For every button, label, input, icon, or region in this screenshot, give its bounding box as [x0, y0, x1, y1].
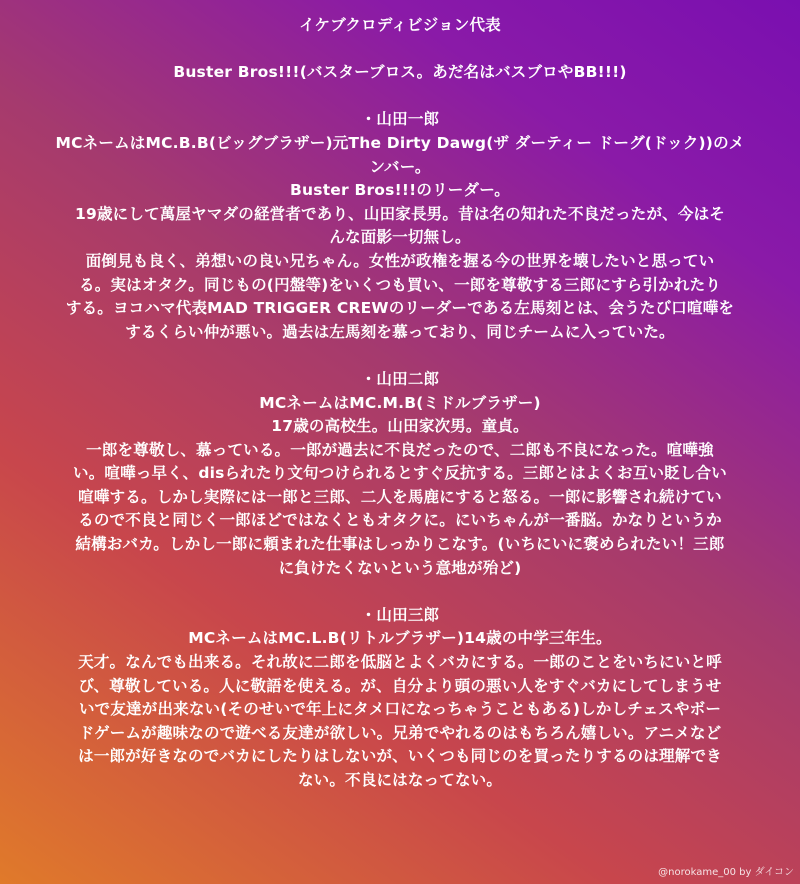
saburo-heading: ・山田三郎 [360, 605, 440, 624]
ichiro-line: 面倒見も良く、弟想いの良い兄ちゃん。女性が政権を握る今の世界を壊したいと思ってい [85, 251, 715, 270]
ichiro-line: する。ヨコハマ代表MAD TRIGGER CREWのリーダーである左馬刻とは、会うたび口喧嘩を [65, 299, 735, 318]
page-title: イケブクロディビジョン代表 [299, 16, 501, 34]
jiro-line: 一郎を尊敬し、慕っている。一郎が過去に不良だったので、二郎も不良になった。喧嘩強 [86, 440, 714, 459]
ichiro-line: んな面影一切無し。 [329, 228, 471, 247]
jiro-line: るので不良と同じく一郎ほどではなくともオタクに。にいちゃんが一番脳。かなりというか [78, 511, 722, 530]
ichiro-line: 19歳にして萬屋ヤマダの経営者であり、山田家長男。昔は名の知れた不良だったが、今はそ [75, 204, 725, 223]
jiro-line: 結構おバカ。しかし一郎に頼まれた仕事はしっかりこなす。(いちにいに褒められたい！三郎 [75, 535, 725, 554]
saburo-line: ない。不良にはなってない。 [297, 771, 503, 789]
ichiro-line: MCネームはMC.B.B(ビッグブラザー)元The Dirty Dawg(ザ ダーティー ドーグ(ドック))のメ [55, 133, 745, 152]
ichiro-heading: ・山田一郎 [360, 110, 440, 129]
jiro-line: に負けたくないという意地が殆ど) [278, 558, 522, 577]
spacer [10, 38, 790, 62]
jiro-line: 喧嘩する。しかし実際には一郎と三郎、二人を馬鹿にすると怒る。一郎に影響され続けてい [78, 487, 722, 506]
jiro-line: 17歳の高校生。山田家次男。童貞。 [271, 417, 529, 436]
jiro-heading: ・山田二郎 [360, 369, 440, 388]
ichiro-line: するくらい仲が悪い。過去は左馬刻を慕っており、同じチームに入っていた。 [125, 322, 675, 341]
ichiro-line: る。実はオタク。同じもの(円盤等)をいくつも買い、一郎を尊敬する三郎にすら引かれたり [79, 275, 721, 294]
spacer [10, 85, 790, 109]
spacer [10, 580, 790, 604]
ichiro-line: ンバー。 [369, 157, 431, 176]
jiro-line: MCネームはMC.M.B(ミドルブラザー) [259, 393, 541, 412]
saburo-line: び、尊敬している。人に敬語を使える。が、自分より頭の悪い人をすぐバカにしてしまうせ [78, 676, 722, 695]
saburo-line: MCネームはMC.L.B(リトルブラザー)14歳の中学三年生。 [188, 629, 612, 648]
saburo-line: は一郎が好きなのでバカにしたりはしないが、いくつも同じのを買ったりするのは理解でき [78, 747, 722, 766]
profile-text-block [10, 14, 790, 793]
ichiro-line: Buster Bros!!!のリーダー。 [290, 181, 510, 200]
credit-text: @norokame_00 by ダイコン [658, 867, 794, 878]
jiro-line: い。喧嘩っ早く、disられたり文句つけられるとすぐ反抗する。三郎とはよくお互い貶し合い [73, 464, 727, 483]
spacer [10, 344, 790, 368]
saburo-line: いで友達が出来ない(そのせいで年上にタメ口になっちゃうこともある)しかしチェスやボー [78, 700, 722, 719]
team-name: Buster Bros!!!(バスターブロス。あだ名はバスブロやBB!!!) [173, 63, 627, 82]
saburo-line: 天才。なんでも出来る。それ故に二郎を低脳とよくバカにする。一郎のことをいちにいと呼 [78, 653, 722, 672]
saburo-line: ドゲームが趣味なので遊べる友達が欲しい。兄弟でやれるのはもちろん嬉しい。アニメなど [78, 723, 722, 742]
